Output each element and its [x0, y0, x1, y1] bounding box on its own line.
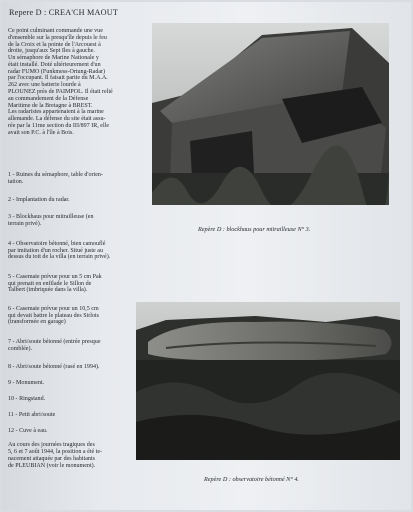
intro-line: rée par la 11me section du III/897 IR, elle	[8, 122, 110, 129]
legend-item-9: 9 - Monument.	[8, 380, 45, 386]
legend-item-3: 3 - Blockhaus pour mitrailleuse (en terrain privé).	[8, 214, 94, 227]
legend-item-10: 10 - Ringstand.	[8, 396, 46, 402]
legend-item-2: 2 - Implantation du radar.	[8, 197, 70, 203]
photo-caption-2: Repère D : observatoire bétonné N° 4.	[204, 476, 299, 483]
intro-paragraph	[8, 28, 148, 137]
intro-line: Maritime de la Bretagne à BREST.	[8, 102, 93, 109]
intro-line: Les radaristes appartenaient à la marine	[8, 109, 104, 116]
legend-item-11: 11 - Petit abri/soute	[8, 412, 56, 418]
intro-line: au commandement de la Défense	[8, 95, 89, 102]
photo-caption-1: Repère D : blockhaus pour mitrailleuse N° 3.	[198, 226, 311, 233]
intro-line: était installé. Doté ultérieurement d'un	[8, 61, 101, 68]
intro-line: de la Croix et la pointe de l'Arcouest à	[8, 41, 101, 48]
legend-item-4: 4 - Observatoire bétonné, bien camouflé par imitation d'un rocher. Situé juste au dessus du toit de la villa (en terrain privé).	[8, 241, 111, 261]
closing-paragraph: Au cours des journées tragiques des 5, 6 et 7 août 1944, la position a été te- nacement attaquée par des habitants de PLEUBIAN (voir le monument).	[8, 442, 103, 469]
legend-item-1: 1 - Ruines du sémaphore, table d'orien- tation.	[8, 172, 103, 185]
legend-item-7: 7 - Abri/soute bétonné (entrée presque comblée).	[8, 339, 101, 352]
intro-line: par l'occupant. Il faisait partie du M.A.A.	[8, 75, 108, 82]
legend-item-12: 12 - Cuve à eau.	[8, 428, 48, 434]
photo-observatory	[136, 302, 400, 460]
intro-line: d'ensemble sur la presqu'île depuis le feu	[8, 34, 107, 41]
intro-line: radar FUMO (Funkmess-Ortung-Radar)	[8, 68, 106, 75]
legend-item-8: 8 - Abri/soute bétonné (rasé en 1994).	[8, 364, 100, 370]
photo-blockhouse	[152, 23, 389, 205]
intro-line: 262 avec une batterie lourde à	[8, 82, 81, 89]
intro-line: Un sémaphore de Marine Nationale y	[8, 55, 99, 62]
blockhouse-image	[152, 23, 389, 205]
legend-item-5: 5 - Casemate prévue pour un 5 cm Pak qui prenait en enfilade le Sillon de Talbert (imbriquée dans la villa).	[8, 274, 102, 294]
document-page	[2, 2, 411, 510]
legend-item-6: 6 - Casemate prévue pour un 10,5 cm qui devait battre le plateau des Sirlots (transformée en garage)	[8, 306, 100, 326]
intro-line: allemande. La défense du site était assu-	[8, 116, 106, 123]
intro-line: PLOUNEZ près de PAIMPOL. Il était relié	[8, 89, 113, 96]
intro-line: avait son P.C. à l'île à Bois.	[8, 129, 74, 136]
intro-line: droite, jusqu'aux Sept Iles à gauche.	[8, 48, 95, 55]
observatory-image	[136, 302, 400, 460]
page-title: Repere D : CREA'CH MAOUT	[9, 8, 119, 17]
intro-line: Ce point culminant commande une vue	[8, 28, 103, 34]
